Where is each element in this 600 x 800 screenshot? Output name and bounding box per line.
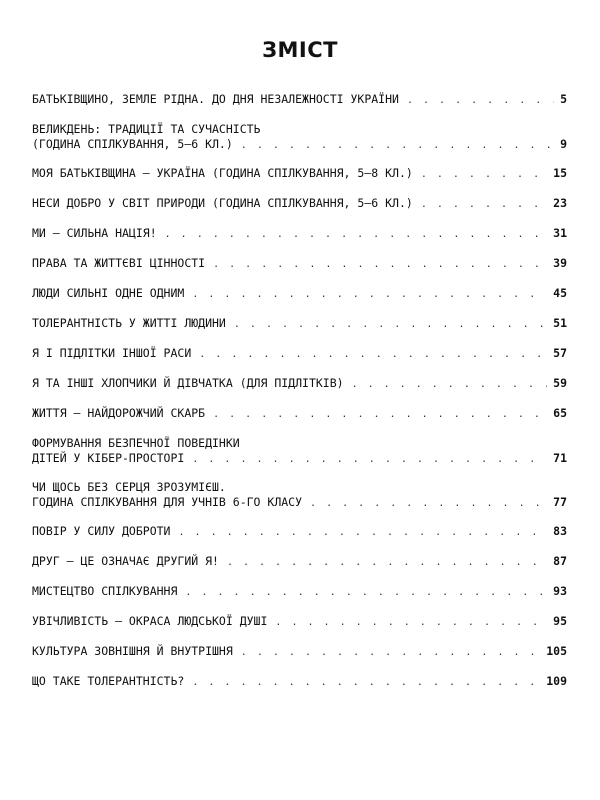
- toc-entry-row: [32, 92, 567, 108]
- dot-leader: [213, 257, 547, 272]
- toc-entry[interactable]: [32, 674, 567, 690]
- toc-entry[interactable]: [32, 226, 567, 242]
- toc-entry-page-number: 95: [553, 614, 567, 628]
- dot-leader: [407, 93, 554, 108]
- toc-entry[interactable]: [32, 286, 567, 302]
- toc-entry-page-number: 15: [553, 166, 567, 180]
- toc-entry-row: [32, 674, 567, 690]
- dot-leader: [421, 167, 547, 182]
- dot-leader: [234, 317, 547, 332]
- toc-entry-row: [32, 584, 567, 600]
- toc-entry-page-number: 39: [553, 256, 567, 270]
- toc-entry-title: КУЛЬТУРА ЗОВНІШНЯ Й ВНУТРІШНЯ: [32, 644, 233, 658]
- toc-entry-row: [32, 376, 567, 392]
- dot-leader: [241, 645, 540, 660]
- toc-entry-title: БАТЬКІВЩИНО, ЗЕМЛЕ РІДНА. ДО ДНЯ НЕЗАЛЕЖНОСТІ УКРАЇНИ: [32, 92, 399, 106]
- toc-entry-row: [32, 614, 567, 630]
- toc-entry[interactable]: [32, 436, 567, 467]
- toc-entry-title: (ГОДИНА СПІЛКУВАННЯ, 5–6 КЛ.): [32, 137, 233, 151]
- toc-entry-title: Я І ПІДЛІТКИ ІНШОЇ РАСИ: [32, 346, 192, 360]
- toc-entry[interactable]: [32, 256, 567, 272]
- toc-entry[interactable]: [32, 166, 567, 182]
- toc-entry-page-number: 77: [553, 495, 567, 509]
- toc-entry-row: [32, 524, 567, 540]
- toc-entry-title: ПОВІР У СИЛУ ДОБРОТИ: [32, 524, 171, 538]
- toc-entry[interactable]: [32, 614, 567, 630]
- toc-entry-title-line1: ЧИ ЩОСЬ БЕЗ СЕРЦЯ ЗРОЗУМІЄШ.: [32, 480, 226, 494]
- toc-entry-row: [32, 644, 567, 660]
- toc-entry-row: [32, 286, 567, 302]
- toc-entry[interactable]: [32, 92, 567, 108]
- toc-entry-row: [32, 226, 567, 242]
- toc-entry[interactable]: [32, 316, 567, 332]
- toc-entry-page-number: 59: [553, 376, 567, 390]
- dot-leader: [241, 138, 554, 153]
- toc-entry-title: МИСТЕЦТВО СПІЛКУВАННЯ: [32, 584, 178, 598]
- toc-entry-title: ЖИТТЯ — НАЙДОРОЖЧИЙ СКАРБ: [32, 406, 206, 420]
- toc-entry-page-number: 105: [546, 644, 567, 658]
- toc-entry-title: ГОДИНА СПІЛКУВАННЯ ДЛЯ УЧНІВ 6-ГО КЛАСУ: [32, 495, 303, 509]
- toc-entry-row: [32, 406, 567, 422]
- dot-leader: [165, 227, 548, 242]
- toc-entry[interactable]: [32, 524, 567, 540]
- toc-entry-row: [32, 346, 567, 362]
- toc-entry-page-number: 93: [553, 584, 567, 598]
- toc-entry[interactable]: [32, 584, 567, 600]
- toc-entry-row: [32, 137, 567, 153]
- toc-entry-page-number: 9: [560, 137, 567, 151]
- dot-leader: [199, 347, 547, 362]
- toc-entry-row: [32, 451, 567, 467]
- dot-leader: [192, 287, 547, 302]
- toc-entry-title: НЕСИ ДОБРО У СВІТ ПРИРОДИ (ГОДИНА СПІЛКУВАННЯ, 5–6 КЛ.): [32, 196, 413, 210]
- toc-entry-page-number: 51: [553, 316, 567, 330]
- toc-entry[interactable]: [32, 644, 567, 660]
- toc-entry-title: Я ТА ІНШІ ХЛОПЧИКИ Й ДІВЧАТКА (ДЛЯ ПІДЛІТКІВ): [32, 376, 344, 390]
- toc-entry-row: [32, 316, 567, 332]
- dot-leader: [185, 585, 547, 600]
- toc-entry-title-line1: ВЕЛИКДЕНЬ: ТРАДИЦІЇ ТА СУЧАСНІСТЬ: [32, 122, 261, 136]
- toc-entry-page-number: 87: [553, 554, 567, 568]
- toc-entry-page-number: 45: [553, 286, 567, 300]
- toc-entry-title: ЛЮДИ СИЛЬНІ ОДНЕ ОДНИМ: [32, 286, 185, 300]
- dot-leader: [192, 452, 547, 467]
- toc-entry[interactable]: [32, 122, 567, 153]
- toc-entry[interactable]: [32, 346, 567, 362]
- toc-entry-row: [32, 196, 567, 212]
- toc-entry-title: УВІЧЛИВІСТЬ — ОКРАСА ЛЮДСЬКОЇ ДУШІ: [32, 614, 268, 628]
- toc-entry-title: ДРУГ — ЦЕ ОЗНАЧАЄ ДРУГИЙ Я!: [32, 554, 219, 568]
- toc-entry-row: [32, 256, 567, 272]
- toc-entry[interactable]: [32, 480, 567, 511]
- table-of-contents: [32, 92, 567, 704]
- dot-leader: [352, 377, 548, 392]
- toc-entry-page-number: 71: [553, 451, 567, 465]
- toc-entry-title: МИ — СИЛЬНА НАЦІЯ!: [32, 226, 157, 240]
- toc-entry-title: ДІТЕЙ У КІБЕР-ПРОСТОРІ: [32, 451, 185, 465]
- dot-leader: [192, 675, 540, 690]
- toc-entry[interactable]: [32, 376, 567, 392]
- toc-entry-row: [32, 554, 567, 570]
- toc-entry-page-number: 83: [553, 524, 567, 538]
- toc-entry-title: МОЯ БАТЬКІВЩИНА — УКРАЇНА (ГОДИНА СПІЛКУВАННЯ, 5–8 КЛ.): [32, 166, 413, 180]
- toc-entry-title: ПРАВА ТА ЖИТТЄВІ ЦІННОСТІ: [32, 256, 206, 270]
- toc-entry-page-number: 31: [553, 226, 567, 240]
- toc-entry[interactable]: [32, 196, 567, 212]
- toc-entry-title: ТОЛЕРАНТНІСТЬ У ЖИТТІ ЛЮДИНИ: [32, 316, 226, 330]
- toc-entry-page-number: 5: [560, 92, 567, 106]
- toc-entry-title: ЩО ТАКЕ ТОЛЕРАНТНІСТЬ?: [32, 674, 185, 688]
- toc-entry[interactable]: [32, 554, 567, 570]
- dot-leader: [178, 525, 547, 540]
- toc-entry-title-line1: ФОРМУВАННЯ БЕЗПЕЧНОЇ ПОВЕДІНКИ: [32, 436, 240, 450]
- toc-entry[interactable]: [32, 406, 567, 422]
- toc-entry-page-number: 109: [546, 674, 567, 688]
- toc-entry-row: [32, 495, 567, 511]
- dot-leader: [275, 615, 547, 630]
- toc-entry-page-number: 65: [553, 406, 567, 420]
- toc-entry-page-number: 57: [553, 346, 567, 360]
- toc-entry-row: [32, 166, 567, 182]
- page-title: ЗМІСТ: [262, 38, 338, 62]
- dot-leader: [227, 555, 547, 570]
- dot-leader: [213, 407, 547, 422]
- toc-entry-page-number: 23: [553, 196, 567, 210]
- dot-leader: [310, 496, 547, 511]
- dot-leader: [421, 197, 547, 212]
